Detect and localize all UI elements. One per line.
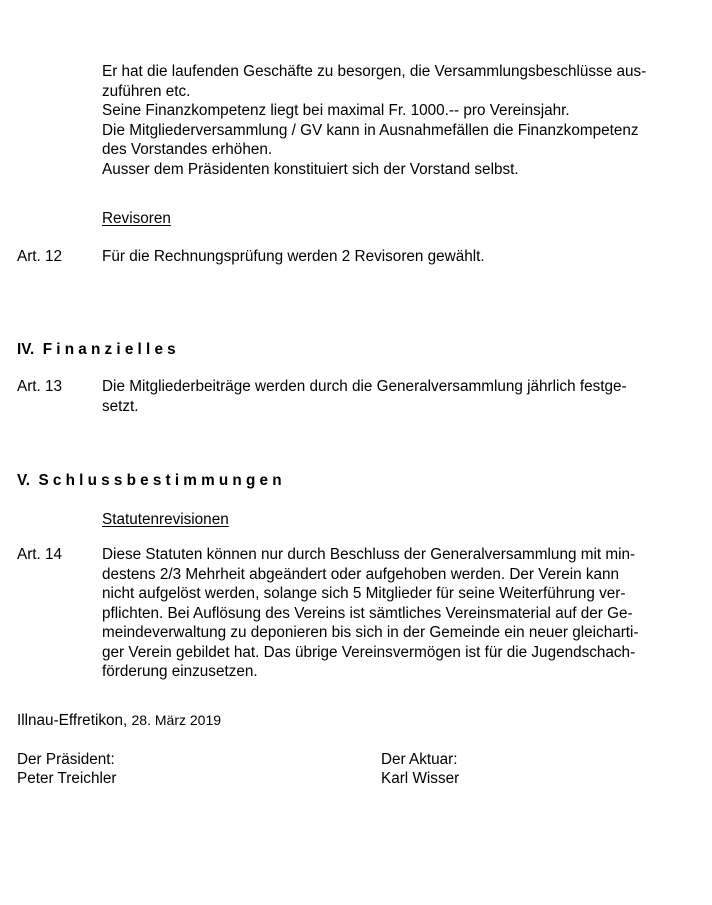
place-date xyxy=(17,711,221,731)
vorstand-line: Die Mitgliederversammlung / GV kann in Ausnahmefällen die Finanzkompetenz xyxy=(102,121,639,139)
vorstand-line: Seine Finanzkompetenz liegt bei maximal Fr. 1000.-- pro Vereinsjahr. xyxy=(102,102,570,119)
date: 28. März 2019 xyxy=(131,712,222,728)
article-14-line: nicht aufgelöst werden, solange sich 5 Mitglieder für seine Weiterführung ver- xyxy=(102,585,626,602)
statutenrevisionen-subheading: Statutenrevisionen xyxy=(102,511,229,528)
section-v-title: Schlussbestimmungen xyxy=(38,472,286,489)
article-14-line: meindeverwaltung zu deponieren bis sich in der Gemeinde ein neuer gleicharti- xyxy=(102,624,639,641)
vorstand-line: zuführen etc. xyxy=(102,82,191,100)
article-14-label: Art. 14 xyxy=(17,546,63,563)
place: Illnau-Effretikon, xyxy=(17,712,128,729)
article-14-line: pflichten. Bei Auflösung des Vereins ist sämtliches Vereinsmaterial auf der Ge- xyxy=(102,604,633,622)
article-13-label: Art. 13 xyxy=(17,378,63,395)
president-role: Der Präsident: xyxy=(17,751,115,768)
article-12-text: Für die Rechnungsprüfung werden 2 Revisoren gewählt. xyxy=(102,248,485,265)
article-12-label: Art. 12 xyxy=(17,248,63,265)
article-14-line: Diese Statuten können nur durch Beschluss der Generalversammlung mit min- xyxy=(102,546,636,563)
article-13-line: Die Mitgliederbeiträge werden durch die Generalversammlung jährlich festge- xyxy=(102,378,627,395)
section-v-number: V. xyxy=(17,472,31,489)
section-iv-heading xyxy=(17,340,180,360)
vorstand-line: Er hat die laufenden Geschäfte zu besorgen, die Versammlungsbeschlüsse aus- xyxy=(102,63,647,80)
actuary-role: Der Aktuar: xyxy=(381,751,458,768)
article-14-line: destens 2/3 Mehrheit abgeändert oder aufgehoben werden. Der Verein kann xyxy=(102,565,620,583)
article-13-line: setzt. xyxy=(102,397,139,415)
president-name: Peter Treichler xyxy=(17,770,117,787)
actuary-name: Karl Wisser xyxy=(381,770,460,787)
vorstand-line: Ausser dem Präsidenten konstituiert sich der Vorstand selbst. xyxy=(102,160,519,178)
article-14-line: förderung einzusetzen. xyxy=(102,663,258,680)
section-v-heading xyxy=(17,471,286,491)
article-13-text xyxy=(102,377,627,416)
section-iv-number: IV. xyxy=(17,341,35,358)
revisoren-subheading: Revisoren xyxy=(102,210,171,227)
vorstand-line: des Vorstandes erhöhen. xyxy=(102,141,273,158)
vorstand-paragraph xyxy=(102,62,646,179)
article-14-text xyxy=(102,545,639,682)
section-iv-title: Finanzielles xyxy=(42,341,180,358)
article-14-line: ger Verein gebildet hat. Das übrige Vereinsvermögen ist für die Jugendschach- xyxy=(102,643,636,661)
